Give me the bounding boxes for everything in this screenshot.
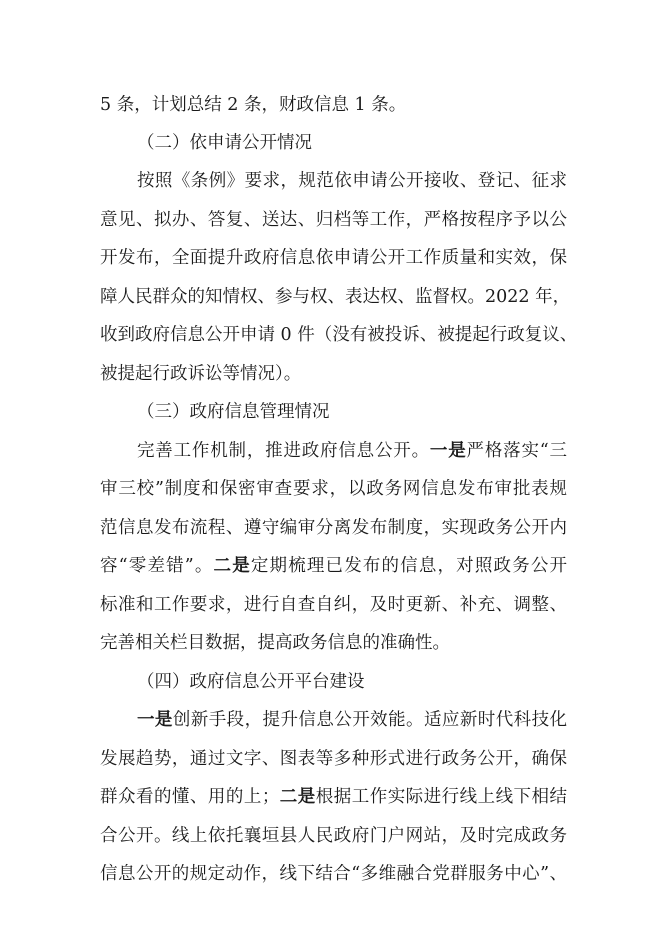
paragraph-line: 被提起行政诉讼等情况）。 (100, 364, 302, 384)
bold-marker: 一是 (429, 441, 467, 461)
bold-marker: 二是 (279, 787, 316, 807)
paragraph-line: 5 条，计划总结 2 条，财政信息 1 条。 (100, 95, 407, 115)
paragraph-line: 合公开。线上依托襄垣县人民政府门户网站，及时完成政务 (100, 826, 567, 846)
text-span: 群众看的懂、用的上； (100, 787, 280, 807)
paragraph-line: 发展趋势，通过文字、图表等多种形式进行政务公开，确保 (100, 749, 567, 769)
paragraph-line: 意见、拟办、答复、送达、归档等工作，严格按程序予以公 (100, 210, 567, 230)
paragraph-line (0, 553, 662, 579)
paragraph-line: 完善相关栏目数据，提高政务信息的准确性。 (100, 633, 450, 653)
text-span: 容“零差错”。 (100, 556, 214, 576)
bold-marker: 一是 (137, 710, 173, 730)
text-span: 严格落实“三 (466, 441, 568, 461)
paragraph-line (0, 784, 662, 810)
text-span: 创新手段，提升信息公开效能。适应新时代科技化 (172, 710, 568, 730)
paragraph-line: 范信息发布流程、遵守编审分离发布制度，实现政务公开内 (100, 518, 567, 538)
paragraph-line: 开发布，全面提升政府信息依申请公开工作质量和实效，保 (100, 248, 567, 268)
paragraph-line: 障人民群众的知情权、参与权、表达权、监督权。2022 年， (100, 287, 571, 307)
text-span: 完善工作机制，推进政府信息公开。 (137, 441, 430, 461)
text-span: 定期梳理已发布的信息，对照政务公开 (250, 556, 567, 576)
paragraph-line: 信息公开的规定动作，线下结合“多维融合党群服务中心”、 (100, 864, 567, 884)
section-heading-2: （二）依申请公开情况 (137, 133, 312, 153)
bold-marker: 二是 (213, 556, 251, 576)
paragraph-line: 按照《条例》要求，规范依申请公开接收、登记、征求 (137, 171, 567, 191)
text-span: 根据工作实际进行线上线下相结 (315, 787, 568, 807)
section-heading-4: （四）政府信息公开平台建设 (137, 672, 365, 692)
section-heading-3: （三）政府信息管理情况 (137, 402, 330, 422)
paragraph-line: 收到政府信息公开申请 0 件（没有被投诉、被提起行政复议、 (100, 325, 578, 345)
paragraph-line (0, 707, 662, 733)
paragraph-line: 标准和工作要求，进行自查自纠，及时更新、补充、调整、 (100, 595, 567, 615)
paragraph-line: 审三校”制度和保密审查要求，以政务网信息发布审批表规 (100, 479, 567, 499)
paragraph-line (0, 438, 662, 464)
